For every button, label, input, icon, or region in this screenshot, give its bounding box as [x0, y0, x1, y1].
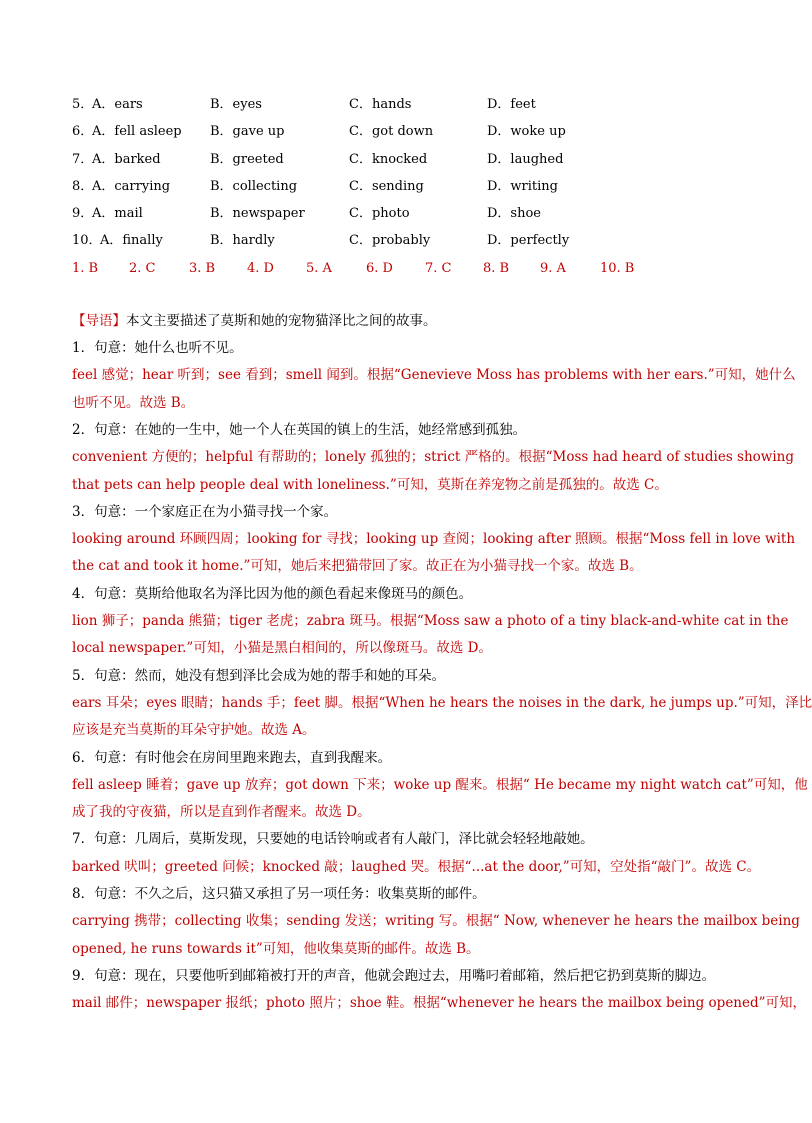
explanation-line: carrying 携带；collecting 收集；sending 发送；writing 写。根据“ Now, whenever he hears the mailbox being: [72, 913, 800, 929]
option-a: A．ears: [92, 97, 143, 112]
option-d: D．writing: [487, 179, 558, 194]
option-b: B．eyes: [210, 97, 262, 112]
option-number: 5．: [72, 97, 94, 112]
explanation-line: barked 吠叫；greeted 问候；knocked 敲；laughed 哭。根据“...at the door,”可知，空处指“敲门”。故选 C。: [72, 859, 761, 875]
intro-tag: 【导语】: [72, 313, 126, 329]
option-b: B．greeted: [210, 152, 284, 167]
intro-text: 本文主要描述了莫斯和她的宠物猫泽比之间的故事。: [126, 313, 437, 329]
option-a: A．fell asleep: [92, 124, 182, 139]
answer-item: 6. D: [366, 261, 393, 276]
option-number: 10．: [72, 233, 102, 248]
answer-item: 8. B: [483, 261, 510, 276]
explanation-line: the cat and took it home.”可知，她后来把猫带回了家。故正在为小猫寻找一个家。故选 B。: [72, 558, 643, 574]
option-number: 9．: [72, 206, 94, 221]
explanation-line: mail 邮件；newspaper 报纸；photo 照片；shoe 鞋。根据“whenever he hears the mailbox being opened”可知，: [72, 995, 807, 1011]
sentence-meaning-line: 7．句意：几周后，莫斯发现，只要她的电话铃响或者有人敲门，泽比就会轻轻地敲她。: [72, 831, 594, 847]
explanation-line: local newspaper.”可知，小猫是黑白相间的，所以像斑马。故选 D。: [72, 640, 492, 656]
option-c: C．knocked: [349, 152, 428, 167]
option-b: B．gave up: [210, 124, 285, 139]
sentence-meaning-line: 2．句意：在她的一生中，她一个人在英国的镇上的生活，她经常感到孤独。: [72, 422, 527, 438]
answer-item: 1. B: [72, 261, 99, 276]
answer-item: 4. D: [247, 261, 274, 276]
answer-item: 5. A: [306, 261, 332, 276]
explanation-line: opened, he runs towards it”可知，他收集莫斯的邮件。故选 B。: [72, 941, 480, 957]
answer-item: 10. B: [600, 261, 635, 276]
option-d: D．woke up: [487, 124, 566, 139]
sentence-meaning-line: 8．句意：不久之后，这只猫又承担了另一项任务：收集莫斯的邮件。: [72, 886, 486, 902]
explanation-line: that pets can help people deal with loneliness.”可知，莫斯在养宠物之前是孤独的。故选 C。: [72, 477, 668, 493]
option-b: B．hardly: [210, 233, 275, 248]
option-d: D．perfectly: [487, 233, 570, 248]
answer-item: 9. A: [540, 261, 566, 276]
sentence-meaning-line: 9．句意：现在，只要他听到邮箱被打开的声音，他就会跑过去，用嘴叼着邮箱，然后把它扔到莫斯的脚边。: [72, 968, 716, 984]
sentence-meaning-line: 5．句意：然而，她没有想到泽比会成为她的帮手和她的耳朵。: [72, 668, 446, 684]
answer-item: 7. C: [425, 261, 452, 276]
sentence-meaning-line: 1．句意：她什么也听不见。: [72, 340, 243, 356]
option-number: 8．: [72, 179, 94, 194]
option-b: B．collecting: [210, 179, 298, 194]
option-number: 6．: [72, 124, 94, 139]
option-c: C．got down: [349, 124, 434, 139]
explanation-line: looking around 环顾四周；looking for 寻找；looking up 查阅；looking after 照顾。根据“Moss fell in love with: [72, 531, 796, 547]
sentence-meaning-line: 4．句意：莫斯给他取名为泽比因为他的颜色看起来像斑马的颜色。: [72, 586, 473, 602]
explanation-line: 也听不见。故选 B。: [72, 395, 195, 411]
answer-item: 3. B: [189, 261, 216, 276]
explanation-line: 应该是充当莫斯的耳朵守护她。故选 A。: [72, 722, 316, 738]
option-d: D．laughed: [487, 152, 564, 167]
option-d: D．feet: [487, 97, 536, 112]
explanation-line: 成了我的守夜猫，所以是直到作者醒来。故选 D。: [72, 804, 371, 820]
option-c: C．photo: [349, 206, 410, 221]
explanation-line: feel 感觉；hear 听到；see 看到；smell 闻到。根据“Genevieve Moss has problems with her ears.”可知，她什么: [72, 367, 796, 383]
option-d: D．shoe: [487, 206, 541, 221]
sentence-meaning-line: 3．句意：一个家庭正在为小猫寻找一个家。: [72, 504, 338, 520]
option-a: A．finally: [100, 233, 163, 248]
option-a: A．barked: [92, 152, 161, 167]
option-a: A．mail: [92, 206, 143, 221]
option-c: C．sending: [349, 179, 424, 194]
sentence-meaning-line: 6．句意：有时他会在房间里跑来跑去，直到我醒来。: [72, 750, 392, 766]
option-number: 7．: [72, 152, 94, 167]
answer-item: 2. C: [129, 261, 156, 276]
option-c: C．hands: [349, 97, 412, 112]
explanation-line: fell asleep 睡着；gave up 放弃；got down 下来；woke up 醒来。根据“ He became my night watch cat”可知，他: [72, 777, 808, 793]
explanation-line: ears 耳朵；eyes 眼睛；hands 手；feet 脚。根据“When he hears the noises in the dark, he jumps up.”可知，泽比: [72, 695, 812, 711]
explanation-line: lion 狮子；panda 熊猫；tiger 老虎；zabra 斑马。根据“Moss saw a photo of a tiny black-and-white cat in the: [72, 613, 789, 629]
intro-line: [72, 311, 724, 331]
option-b: B．newspaper: [210, 206, 305, 221]
option-c: C．probably: [349, 233, 431, 248]
explanation-line: convenient 方便的；helpful 有帮助的；lonely 孤独的；strict 严格的。根据“Moss had heard of studies showing: [72, 449, 795, 465]
option-a: A．carrying: [92, 179, 171, 194]
